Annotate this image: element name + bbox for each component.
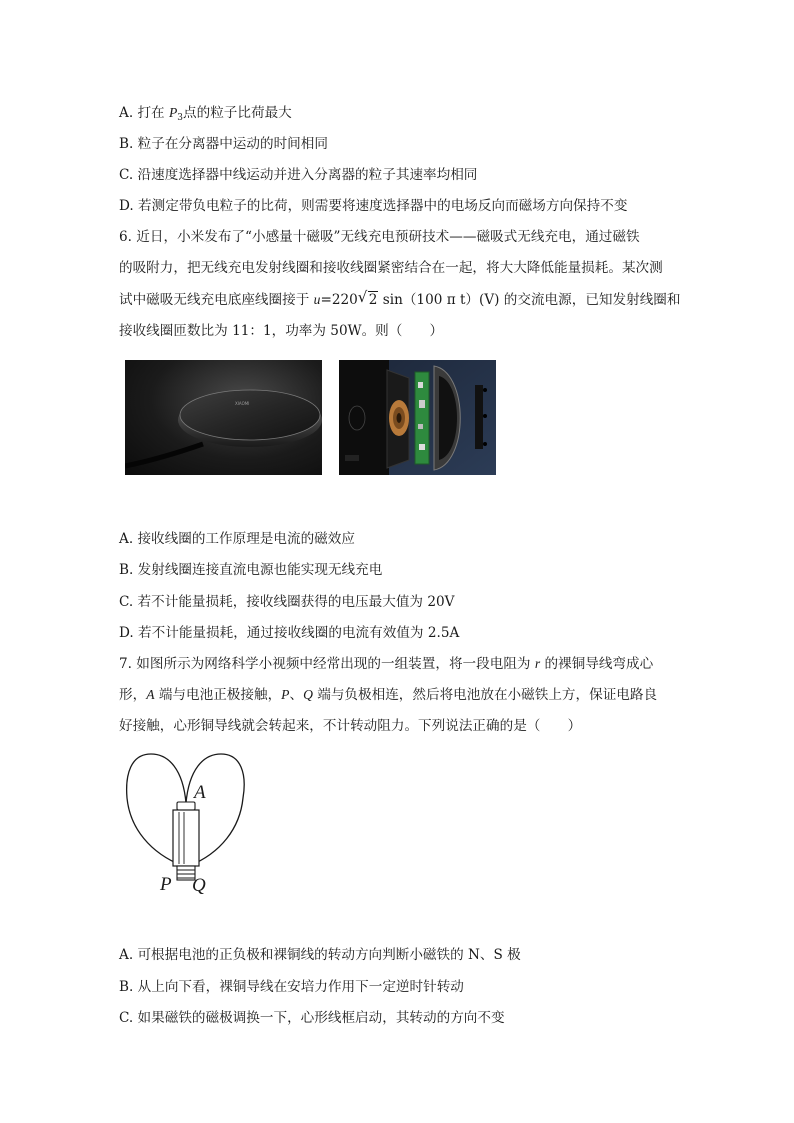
q7-stem-line2: 形，A 端与电池正极接触，P、Q 端与负极相连，然后将电池放在小磁铁上方，保证电路良	[119, 687, 658, 703]
q5-option-d: D. 若测定带负电粒子的比荷，则需要将速度选择器中的电场反向而磁场方向保持不变	[119, 198, 628, 214]
q7-option-a: A. 可根据电池的正负极和裸铜线的转动方向判断小磁铁的 N、S 极	[119, 947, 521, 963]
q6-stem-line3: 试中磁吸无线充电底座线圈接于 u=220 √ 2 sin（100 π t）(V) 的交流电源，已知发射线圈和	[119, 288, 681, 308]
q6-option-a: A. 接收线圈的工作原理是电流的磁效应	[119, 531, 355, 547]
q5-option-b: B. 粒子在分离器中运动的时间相同	[119, 136, 328, 152]
q7-option-b: B. 从上向下看，裸铜导线在安培力作用下一定逆时针转动	[119, 979, 464, 995]
q6-stem-line4: 接收线圈匝数比为 11：1，功率为 50W。则（ ）	[119, 323, 444, 339]
q5-option-a: A. 打在 $P_3$点的粒子比荷最大	[119, 105, 292, 123]
q7-option-c: C. 如果磁铁的磁极调换一下，心形线框启动，其转动的方向不变	[119, 1010, 505, 1026]
q5-option-c: C. 沿速度选择器中线运动并进入分离器的粒子其速率均相同	[119, 167, 478, 183]
wireless-charger-photo	[125, 360, 322, 475]
heart-wire-battery-diagram	[115, 748, 255, 898]
brand-logo: XIAOMI	[235, 401, 250, 406]
sqrt-symbol: √ 2	[357, 288, 378, 308]
var-p3: P	[168, 105, 178, 120]
q6-stem-line2: 的吸附力，把无线充电发射线圈和接收线圈紧密结合在一起，将大大降低能量损耗。某次测	[119, 260, 663, 276]
q7-stem-line1: 7. 如图所示为网络科学小视频中经常出现的一组装置，将一段电阻为 r 的裸铜导线弯成心	[119, 656, 654, 672]
label-a: A	[194, 782, 206, 803]
q7-stem-line3: 好接触，心形铜导线就会转起来，不计转动阻力。下列说法正确的是（ ）	[119, 718, 582, 734]
q6-option-b: B. 发射线圈连接直流电源也能实现无线充电	[119, 562, 383, 578]
q6-stem-line1: 6. 近日，小米发布了“小感量十磁吸”无线充电预研技术——磁吸式无线充电，通过磁铁	[119, 229, 640, 245]
q6-option-d: D. 若不计能量损耗，通过接收线圈的电流有效值为 2.5A	[119, 625, 460, 641]
label-p: P	[160, 874, 172, 895]
exploded-view-photo	[339, 360, 496, 475]
q6-option-c: C. 若不计能量损耗，接收线圈获得的电压最大值为 20V	[119, 594, 455, 610]
label-q: Q	[192, 875, 206, 896]
